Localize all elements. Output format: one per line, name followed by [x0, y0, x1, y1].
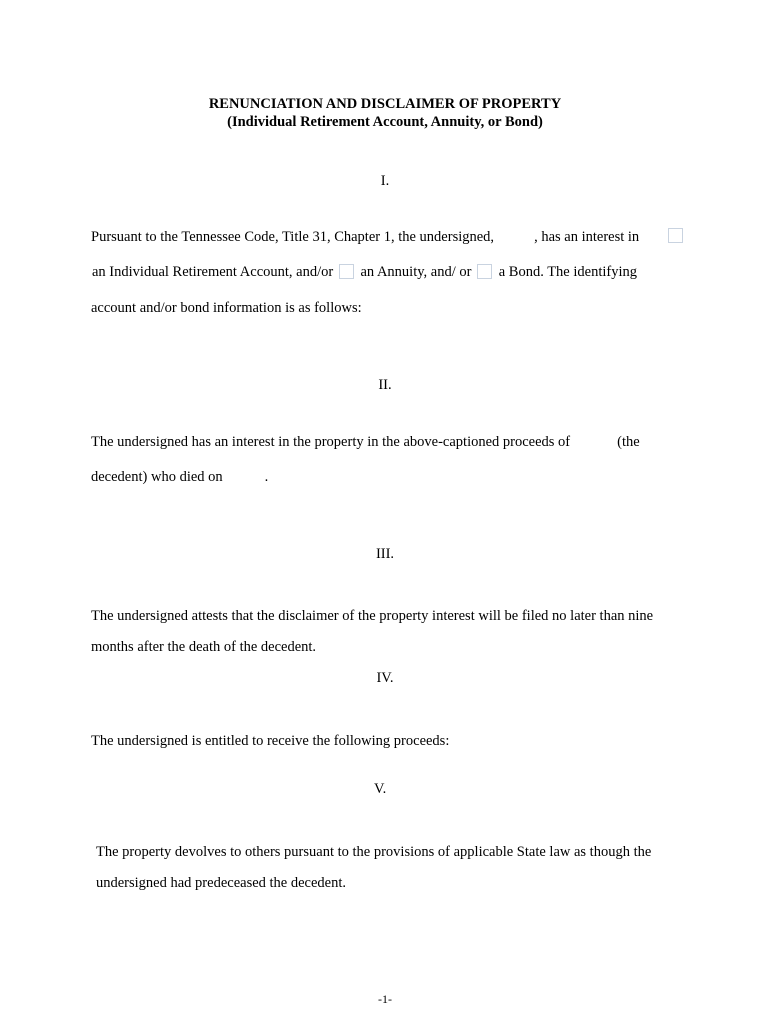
- section-2-text: The undersigned has an interest in the property in the above-captioned proceeds of: [91, 434, 571, 450]
- section-1-line-1: [91, 228, 639, 246]
- section-1-text: an Individual Retirement Account, and/or: [92, 264, 334, 280]
- page-number: -1-: [378, 992, 392, 1006]
- bond-checkbox[interactable]: [477, 264, 492, 279]
- section-4-line-1: The undersigned is entitled to receive the following proceeds:: [91, 733, 450, 749]
- section-3-line-2: months after the death of the decedent.: [91, 639, 317, 655]
- section-2-text: decedent) who died on: [91, 469, 223, 485]
- section-1-text: a Bond. The identifying: [498, 264, 637, 280]
- ira-checkbox[interactable]: [668, 228, 683, 243]
- section-5-line-1: The property devolves to others pursuant to the provisions of applicable State law as though the: [96, 844, 652, 860]
- document-title: RENUNCIATION AND DISCLAIMER OF PROPERTY: [208, 96, 562, 112]
- document-subtitle: (Individual Retirement Account, Annuity, or Bond): [227, 114, 543, 130]
- section-1-text: Pursuant to the Tennessee Code, Title 31, Chapter 1, the undersigned,: [91, 229, 495, 245]
- section-2-text: (the: [617, 434, 640, 450]
- section-1-line-2: [92, 263, 637, 281]
- section-2-line-1: [91, 433, 640, 451]
- section-3-line-1: The undersigned attests that the disclaimer of the property interest will be filed no later than nine: [91, 608, 654, 624]
- section-2-line-2: [91, 468, 268, 486]
- annuity-checkbox[interactable]: [339, 264, 354, 279]
- section-1-text: , has an interest in: [534, 229, 640, 245]
- section-5-line-2: undersigned had predeceased the decedent.: [96, 875, 347, 891]
- section-2-text: .: [264, 469, 269, 485]
- section-heading-1: I.: [380, 173, 390, 189]
- section-1-text: an Annuity, and/ or: [360, 264, 472, 280]
- section-heading-4: IV.: [376, 670, 394, 686]
- section-heading-3: III.: [375, 546, 395, 562]
- section-1-line-3: account and/or bond information is as follows:: [91, 300, 362, 316]
- section-heading-5: V.: [374, 781, 387, 797]
- section-heading-2: II.: [378, 377, 392, 393]
